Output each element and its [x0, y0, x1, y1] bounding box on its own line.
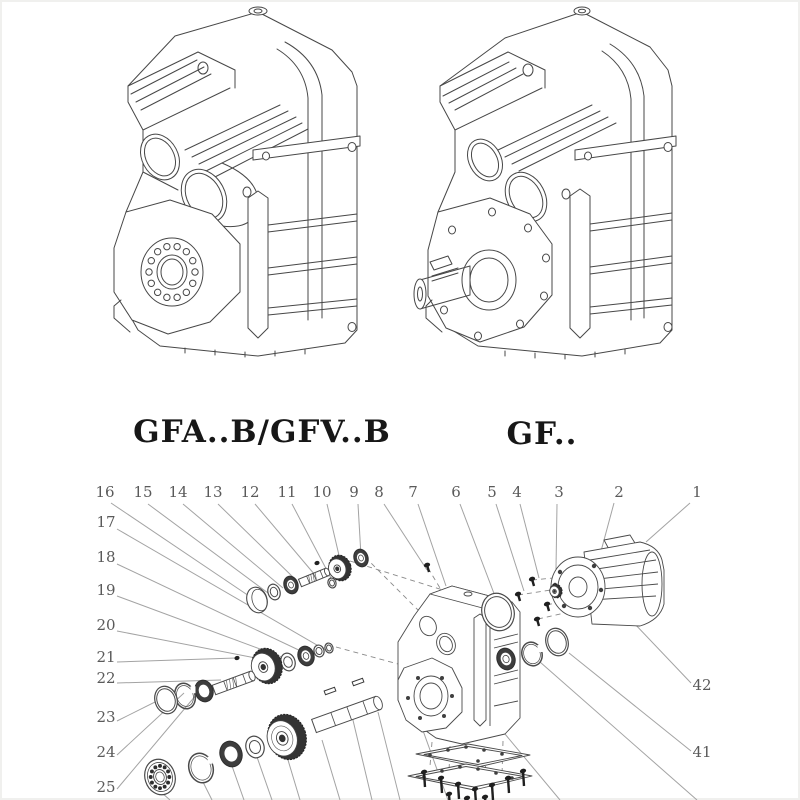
part-ring [542, 625, 572, 658]
part-bolt [533, 616, 540, 626]
assembly-axis-dash [336, 647, 398, 664]
part-callout-13: 13 [203, 483, 223, 501]
part-shaft [312, 695, 384, 733]
part-bolt [504, 775, 511, 793]
leader-line-cutoff [322, 740, 340, 800]
leader-line-15 [148, 504, 268, 593]
part-bearing [282, 574, 301, 595]
part-snapring [519, 639, 545, 668]
part-callout-7: 7 [408, 483, 418, 501]
part-callout-10: 10 [312, 483, 332, 501]
part-bolt [463, 795, 470, 800]
model-label-gf: GF.. [506, 416, 578, 452]
part-ballbearing [140, 755, 180, 799]
part-callout-21: 21 [96, 648, 116, 666]
part-callout-42: 42 [692, 676, 712, 694]
part-gear [262, 709, 312, 764]
part-key [352, 678, 364, 686]
leader-line-cutoff [203, 782, 212, 800]
part-callout-11: 11 [277, 483, 297, 501]
leader-line-5 [496, 504, 524, 591]
exploded-gaskets-drawing [408, 744, 532, 790]
leader-line-21 [117, 658, 236, 662]
figure-gfab-gfvb-drawing [114, 7, 360, 357]
part-bolt [514, 591, 521, 601]
leader-line-cutoff [540, 662, 697, 800]
part-callout-17: 17 [96, 513, 116, 531]
part-bolt [543, 601, 550, 611]
part-callout-19: 19 [96, 581, 116, 599]
part-callout-15: 15 [133, 483, 153, 501]
part-ring [324, 642, 335, 654]
part-snapring [185, 750, 217, 786]
leader-line-9 [358, 504, 361, 556]
part-callout-3: 3 [554, 483, 564, 501]
part-bolt [445, 791, 452, 800]
assembly-axis-dash [365, 557, 424, 616]
leader-line-3 [556, 504, 557, 569]
leader-line-7 [418, 504, 446, 586]
part-callout-9: 9 [349, 483, 359, 501]
leader-line-4 [520, 504, 539, 578]
part-callout-6: 6 [451, 483, 461, 501]
part-ring [243, 734, 267, 760]
part-callout-41: 41 [692, 743, 712, 761]
leader-line-18 [117, 564, 305, 653]
part-bearing [217, 738, 246, 770]
part-callout-12: 12 [240, 483, 260, 501]
model-label-gfab-gfvb: GFA..B/GFV..B [133, 414, 391, 450]
part-callout-20: 20 [96, 616, 116, 634]
part-callout-23: 23 [96, 708, 116, 726]
exploded-motor-drawing [551, 535, 664, 626]
assembly-axis-dash [518, 590, 551, 595]
leader-line-cutoff [378, 712, 400, 800]
part-callout-1: 1 [692, 483, 702, 501]
part-cap [243, 585, 270, 616]
leader-line-6 [460, 504, 498, 604]
part-dot [314, 560, 320, 566]
leader-line-cutoff [257, 757, 272, 800]
leader-line-cutoff [352, 716, 372, 800]
part-callout-14: 14 [168, 483, 188, 501]
part-bolt [423, 562, 430, 572]
part-bolt [528, 576, 535, 586]
part-bearing [352, 547, 371, 568]
part-callout-8: 8 [374, 483, 384, 501]
part-callout-24: 24 [96, 743, 116, 761]
part-callout-25: 25 [96, 778, 116, 796]
leader-line-12 [255, 504, 315, 575]
part-dot [234, 655, 240, 661]
part-callout-22: 22 [96, 669, 116, 687]
figure-gf-drawing [414, 7, 676, 359]
leader-line-cutoff [232, 766, 244, 800]
part-callout-16: 16 [95, 483, 115, 501]
leader-line-8 [384, 504, 427, 570]
part-bolt [488, 782, 495, 800]
part-callout-2: 2 [614, 483, 624, 501]
part-key [324, 687, 336, 695]
leader-line-13 [218, 504, 297, 581]
leader-line-1 [646, 503, 690, 542]
part-shaft [298, 567, 330, 586]
part-callout-5: 5 [487, 483, 497, 501]
leader-line-41 [569, 653, 691, 751]
leader-line-20 [117, 631, 266, 660]
part-callout-18: 18 [96, 548, 116, 566]
leader-line-14 [183, 504, 283, 588]
part-bolt [481, 794, 488, 800]
part-callout-4: 4 [512, 483, 522, 501]
part-bolt [454, 781, 461, 799]
leader-line-cutoff [288, 760, 300, 800]
leader-line-16 [111, 503, 252, 598]
part-shaft [212, 670, 256, 694]
part-bearing [295, 644, 316, 668]
